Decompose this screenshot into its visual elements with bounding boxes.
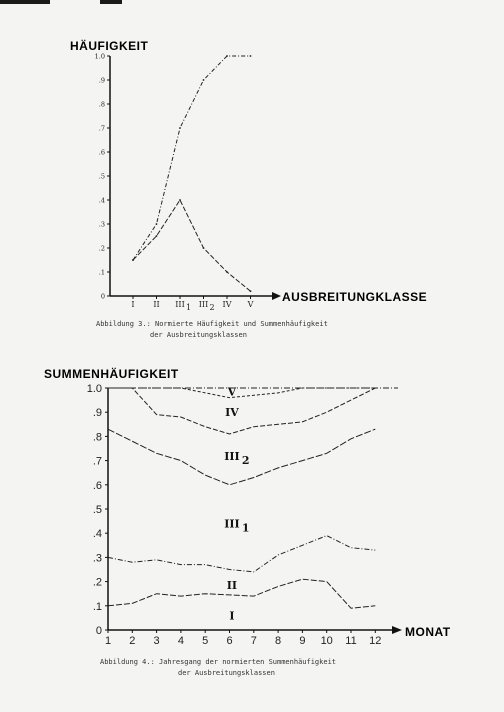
chart1-y-tick-label: .4	[98, 196, 105, 205]
chart2-series-line	[108, 385, 375, 399]
chart1-x-tick-label: III	[198, 300, 209, 309]
chart2-y-tick-label: .6	[92, 479, 102, 492]
chart2-region-label: II	[226, 579, 238, 593]
chart2-x-tick-label: 5	[202, 635, 209, 647]
chart1-caption-line2: der Ausbreitungsklassen	[150, 331, 247, 339]
chart2-region-label: I	[229, 609, 235, 623]
chart2-x-tick-label: 1	[104, 635, 112, 647]
chart2-region-label: III	[224, 517, 240, 531]
chart1-x-axis-title: AUSBREITUNGKLASSE	[282, 290, 428, 304]
chart1-y-tick-label: .1	[98, 268, 105, 277]
chart2-y-tick-label: .7	[92, 455, 102, 468]
chart2-x-tick-label: 7	[250, 635, 257, 647]
chart1-x-tick-label: IV	[222, 300, 232, 309]
chart2-x-tick-label: 10	[320, 635, 333, 647]
chart2-axes	[87, 383, 402, 647]
chart2-y-tick-label: 0	[95, 625, 102, 637]
chart1-x-tick-subscript: 1	[186, 303, 192, 312]
chart2-y-tick-label: .9	[92, 407, 102, 420]
chart1-y-tick-label: .3	[98, 220, 105, 229]
chart2-region-label-subscript: 2	[241, 453, 250, 467]
chart2-x-axis-arrow	[392, 626, 402, 634]
chart1-x-tick-label: V	[247, 300, 254, 309]
chart1-y-tick-label: .8	[98, 100, 105, 109]
chart2-y-tick-label: .8	[92, 431, 102, 444]
chart2-region-label: III	[224, 449, 240, 463]
chart1-y-tick-label: .6	[98, 148, 105, 157]
chart2-x-tick-label: 8	[275, 635, 282, 647]
chart2-x-tick-label: 11	[345, 635, 357, 647]
chart2-region-labels	[224, 386, 249, 623]
chart2-y-tick-label: 1.0	[86, 383, 102, 395]
chart1-y-tick-label: .9	[98, 76, 105, 85]
chart1-caption-line1: Abbildung 3.: Normierte Häufigkeit und Summenhäufigkeit	[96, 320, 328, 328]
chart2-caption-line2: der Ausbreitungsklassen	[178, 669, 275, 677]
chart2-caption-line1: Abbildung 4.: Jahresgang der normierten Summenhäufigkeit	[100, 658, 337, 666]
chart1-y-tick-label: .7	[98, 124, 105, 133]
chart1-y-axis-title: HÄUFIGKEIT	[70, 39, 149, 53]
chart1-y-tick-label: .5	[98, 172, 105, 181]
chart2-y-tick-label: .2	[92, 576, 102, 589]
chart2-y-tick-label: .3	[92, 552, 102, 565]
chart1-x-tick-label: III	[175, 300, 185, 309]
chart1-x-tick-label: II	[153, 300, 160, 309]
chart2-y-axis-title: SUMMENHÄUFIGKEIT	[44, 367, 179, 381]
chart1-x-tick-subscript: 2	[209, 303, 215, 312]
chart2-y-tick-label: .4	[92, 528, 102, 541]
chart1-y-tick-label: 1.0	[94, 52, 105, 61]
chart2-region-label: V	[227, 385, 237, 399]
chart2-region-label-subscript: 1	[241, 521, 250, 535]
chart2-x-tick-label: 2	[129, 635, 136, 647]
chart2-x-tick-label: 3	[153, 635, 160, 647]
chart2-series-line	[108, 579, 375, 608]
chart2-y-tick-label: .1	[92, 600, 102, 613]
chart1-y-tick-label: 0	[100, 292, 105, 301]
chart2-series-group	[108, 385, 375, 608]
chart2-region-label: IV	[225, 406, 239, 420]
chart2-x-tick-label: 9	[299, 635, 306, 647]
chart1-y-tick-label: .2	[98, 244, 105, 253]
chart2-x-tick-label: 6	[226, 635, 233, 647]
chart1-x-tick-label: I	[131, 300, 135, 309]
chart2-x-tick-label: 12	[369, 635, 382, 647]
chart2-y-tick-label: .5	[92, 504, 102, 516]
chart2-series-line	[108, 536, 375, 572]
chart2-x-tick-label: 4	[177, 635, 184, 647]
chart2-series-line	[108, 385, 375, 434]
chart2-x-axis-title: MONAT	[405, 625, 451, 639]
